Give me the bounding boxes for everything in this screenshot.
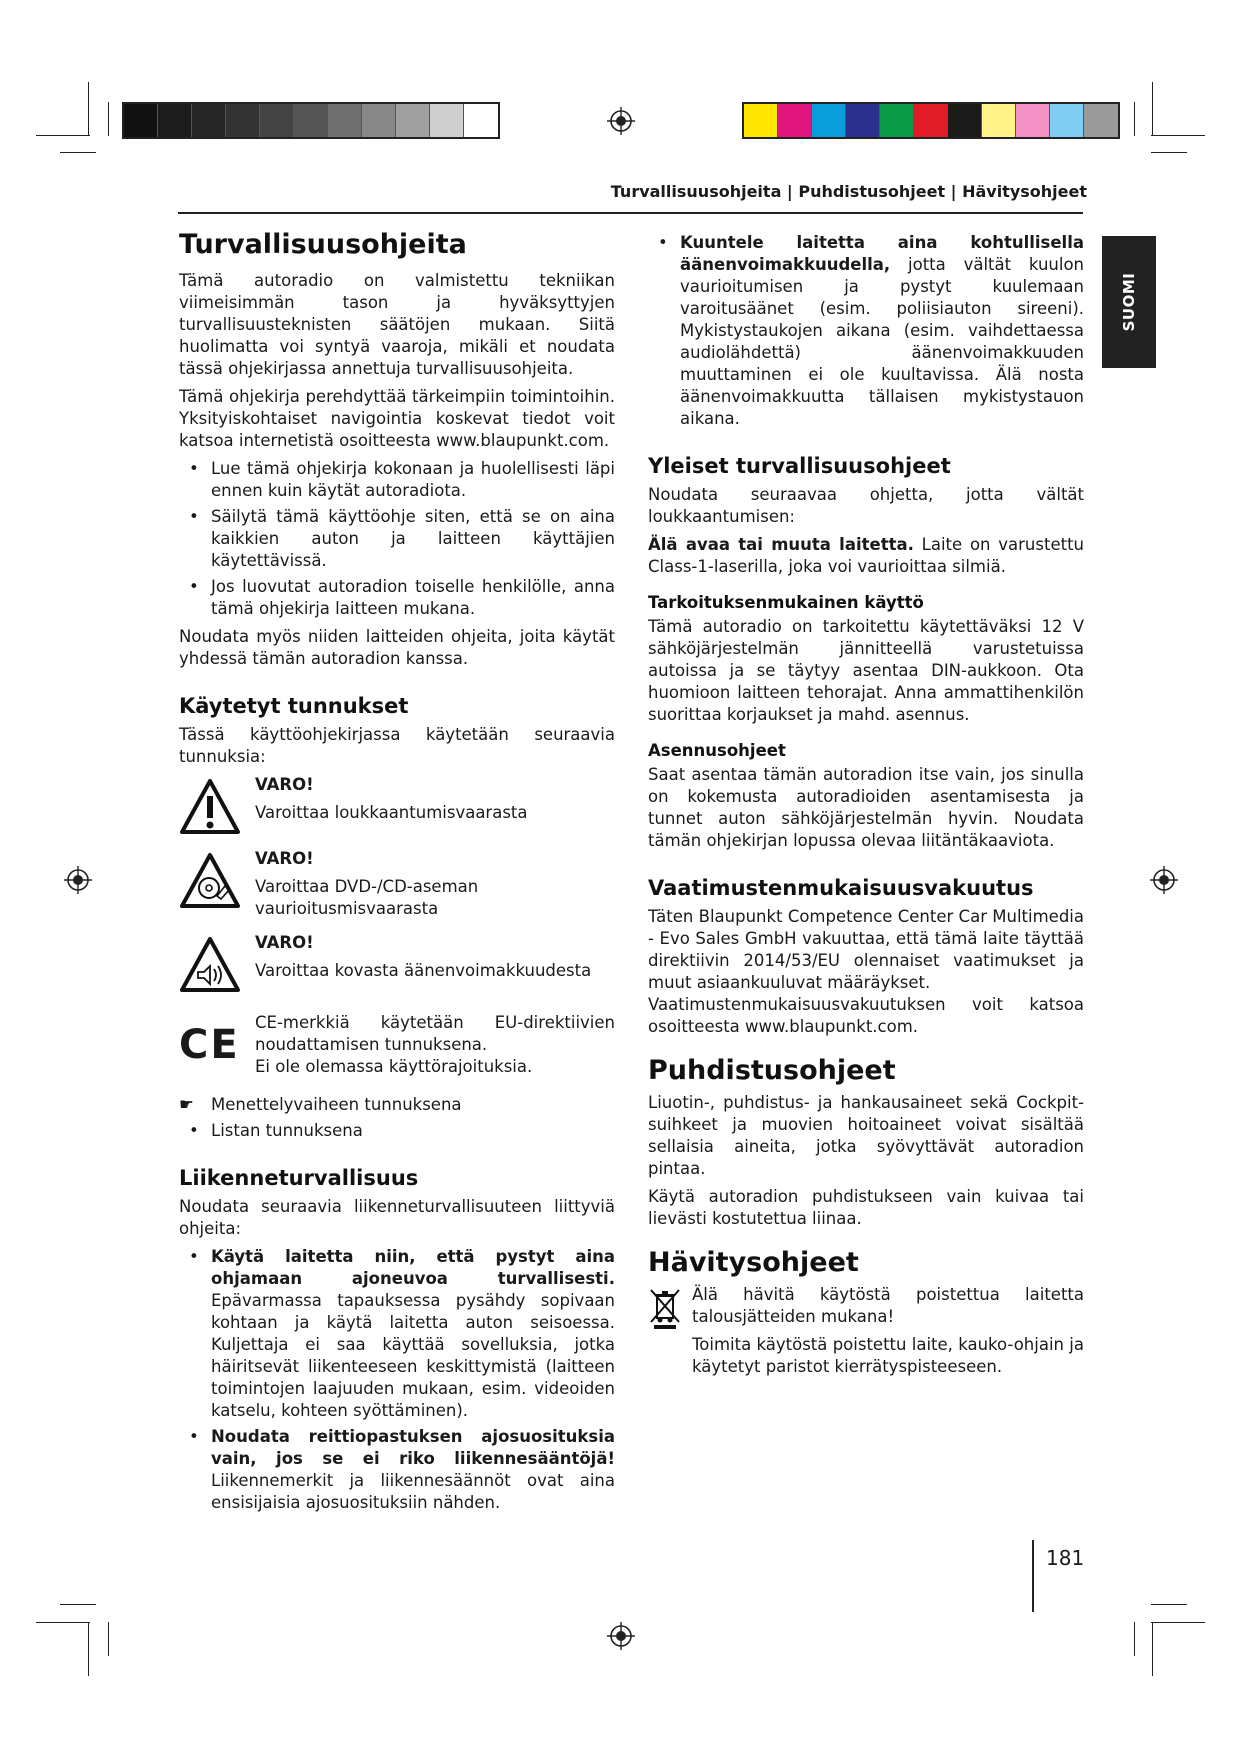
paragraph: Älä hävitä käytöstä poistettua laitetta talousjätteiden mukana! (692, 1285, 1084, 1326)
list-item-text: Epävarmassa tapauksessa pysähdy sopivaan kohtaan ja käytä laitetta auton seisoessa. Kuljettaja ei saa käyttää sovelluksia, jotka häiritsevät liikenteeseen keskittymistä (laitteen toimintojen laajuuden mukaan, esim. videoiden katselu, kohteen syöttäminen). (211, 1291, 615, 1420)
symbol-title: VARO! (255, 933, 314, 952)
color-swatch (226, 104, 260, 137)
subsection-title-purpose: Tarkoituksenmukainen käyttö (648, 593, 924, 612)
symbol-description: Varoittaa kovasta äänenvoimakkuudesta (255, 961, 592, 980)
paragraph: Noudata myös niiden laitteiden ohjeita, joita käytät yhdessä tämän autoradion kanssa. (179, 627, 615, 668)
list-item-text: Liikennemerkit ja liikennesäännöt ovat aina ensisijaisia ajosuosituksiin nähden. (211, 1471, 615, 1512)
symbol-row (179, 774, 615, 836)
warning-bold: Älä avaa tai muuta laitetta. (648, 535, 914, 554)
crop-mark (1134, 102, 1135, 136)
list-item-bold: Kuuntele laitetta aina kohtullisella äänenvoimakkuudella, (680, 233, 1084, 274)
crossed-bin-icon (648, 1286, 682, 1330)
registration-mark-icon (607, 107, 635, 135)
color-swatch (464, 104, 498, 137)
color-swatch (260, 104, 294, 137)
ce-restriction: Ei ole olemassa käyttörajoituksia. (255, 1057, 533, 1076)
section-title-cleaning: Puhdistusohjeet (648, 1055, 896, 1086)
step-marker-text: Menettelyvaiheen tunnuksena (211, 1095, 462, 1114)
bullet-list (648, 232, 1084, 430)
bullet-list (179, 1246, 615, 1514)
section-title-general: Yleiset turvallisuusohjeet (648, 454, 951, 478)
crop-mark (88, 1622, 89, 1676)
process-color-bar (742, 102, 1120, 139)
list-item-bold: Noudata reittiopastuksen ajosuosituksia vain, jos se ei riko liikennesääntöjä! (211, 1427, 615, 1468)
list-marker-text: Listan tunnuksena (211, 1121, 363, 1140)
list-item-text: Lue tämä ohjekirja kokonaan ja huolellisesti läpi ennen kuin käytät autoradiota. (211, 459, 615, 500)
paragraph: Saat asentaa tämän autoradion itse vain, jos sinulla on kokemusta autoradioiden asentamisesta ja tunnet auton sähköjärjestelmän hyvin. Noudata tämän ohjekirjan lopussa olevaa liitäntäkaaviota. (648, 765, 1084, 850)
left-column (179, 228, 615, 1520)
crop-mark (60, 1604, 96, 1605)
list-item (179, 1426, 615, 1514)
color-swatch (294, 104, 328, 137)
color-swatch (1050, 104, 1084, 137)
bullet-icon: • (189, 1247, 199, 1266)
symbol-row (179, 848, 615, 920)
ce-mark-icon: CE (179, 1022, 240, 1068)
crop-mark (1151, 1622, 1205, 1623)
list-marker-row (179, 1120, 615, 1142)
list-item-text: Säilytä tämä käyttöohje siten, että se on aina kaikkien auton ja laitteen käyttäjien käytettävissä. (211, 507, 615, 570)
symbol-row (179, 932, 615, 994)
color-swatch (1016, 104, 1050, 137)
step-marker-row (179, 1094, 615, 1116)
paragraph: Tämä ohjekirja perehdyttää tärkeimpiin toimintoihin. Yksityiskohtaiset navigointia koskevat tiedot voit katsoa internetistä osoitteesta www.blaupunkt.com. (179, 387, 615, 450)
paragraph: Toimita käytöstä poistettu laite, kauko-ohjain ja käytetyt paristot kierrätyspisteeseen. (692, 1335, 1084, 1376)
crop-mark (1152, 82, 1153, 136)
registration-mark-icon (607, 1622, 635, 1650)
crop-mark (108, 102, 109, 136)
bullet-icon: • (189, 1427, 199, 1446)
warning-disc-icon (179, 852, 241, 910)
list-item (179, 576, 615, 620)
symbol-description: Varoittaa loukkaantumisvaarasta (255, 803, 528, 822)
paragraph (648, 534, 1084, 578)
registration-mark-icon (64, 866, 92, 894)
crop-mark (36, 135, 90, 136)
list-item (648, 232, 1084, 430)
bullet-icon: • (658, 233, 668, 252)
crop-mark (1134, 1622, 1135, 1656)
color-swatch (948, 104, 982, 137)
paragraph: Käytä autoradion puhdistukseen vain kuivaa tai lievästi kostutettua liinaa. (648, 1187, 1084, 1228)
right-column (648, 232, 1084, 1384)
page-number: 181 (1046, 1546, 1085, 1570)
warning-volume-icon (179, 936, 241, 994)
section-title-traffic: Liikenneturvallisuus (179, 1166, 419, 1190)
paragraph: Tämä autoradio on tarkoitettu käytettäväksi 12 V sähköjärjestelmän jännitteellä varustetuissa autoissa ja se täytyy asentaa DIN-aukkoon. Ota huomioon laitteen tehorajat. Anna ammattihenkilön suorittaa korjaukset ja mahd. asennus. (648, 617, 1084, 724)
ce-row (179, 1012, 615, 1078)
bullet-icon: • (189, 507, 199, 526)
warning-exclamation-icon (179, 778, 241, 836)
crop-mark (1152, 1622, 1153, 1676)
paragraph: Liuotin-, puhdistus- ja hankausaineet sekä Cockpit-suihkeet ja muovien hoitoaineet voivat sisältää sellaisia aineita, jotka syövyttävät autoradion pintaa. (648, 1093, 1084, 1178)
section-title-disposal: Hävitysohjeet (648, 1247, 859, 1278)
color-swatch (778, 104, 812, 137)
list-item (179, 1246, 615, 1422)
language-tab (1102, 236, 1156, 368)
list-item-text: jotta vältät kuulon vaurioitumisen ja pystyt kuulemaan varoitusäänet (esim. poliisiauton sireeni). Mykistystaukojen aikana (esim. vaihdettaessa audiolähdettä) äänenvoimakkuuden muuttaminen ei ole kuultavissa. Älä nosta äänenvoimakkuutta tällaisen mykistystauon aikana. (680, 255, 1084, 428)
paragraph: Noudata seuraavaa ohjetta, jotta vältät loukkaantumisen: (648, 485, 1084, 526)
page-number-rule (1032, 1540, 1034, 1612)
warning-text: Laite on varustettu Class-1-laserilla, joka voi vaurioittaa silmiä. (648, 535, 1084, 576)
color-swatch (396, 104, 430, 137)
color-swatch (1084, 104, 1118, 137)
color-swatch (124, 104, 158, 137)
paragraph: Tämä autoradio on valmistettu tekniikan viimeisimmän tason ja hyväksyttyjen turvallisuusteknisten säätöjen mukaan. Siitä huolimatta voi syntyä vaaroja, mikäli et noudata tässä ohjekirjassa annettuja turvallisuusohjeita. (179, 271, 615, 378)
bullet-icon: • (189, 459, 199, 478)
color-swatch (158, 104, 192, 137)
paragraph: Tässä käyttöohjekirjassa käytetään seuraavia tunnuksia: (179, 725, 615, 766)
symbol-title: VARO! (255, 775, 314, 794)
section-title-safety: Turvallisuusohjeita (179, 229, 467, 260)
list-item-text: Jos luovutat autoradion toiselle henkilölle, anna tämä ohjekirja laitteen mukana. (211, 577, 615, 618)
header-rule (178, 212, 1083, 214)
list-item (179, 506, 615, 572)
symbol-title: VARO! (255, 849, 314, 868)
color-swatch (812, 104, 846, 137)
color-swatch (982, 104, 1016, 137)
disposal-block (648, 1284, 1084, 1378)
paragraph: Täten Blaupunkt Competence Center Car Multimedia - Evo Sales GmbH vakuuttaa, että tämä laite täyttää direktiivin 2014/53/EU olennaiset vaatimukset ja muut asiaankuuluvat määräykset. (648, 907, 1084, 992)
crop-mark (88, 82, 89, 136)
color-swatch (880, 104, 914, 137)
crop-mark (1151, 152, 1187, 153)
color-swatch (328, 104, 362, 137)
language-tab-label: SUOMI (1120, 272, 1138, 332)
subsection-title-install: Asennusohjeet (648, 741, 786, 760)
bullet-list (179, 458, 615, 620)
grayscale-color-bar (122, 102, 500, 139)
bullet-icon: • (189, 1121, 199, 1140)
color-swatch (846, 104, 880, 137)
paragraph: Vaatimustenmukaisuusvakuutuksen voit katsoa osoitteesta www.blaupunkt.com. (648, 995, 1084, 1036)
crop-mark (60, 152, 96, 153)
paragraph: Noudata seuraavia liikenneturvallisuuteen liittyviä ohjeita: (179, 1197, 615, 1238)
running-header: Turvallisuusohjeita | Puhdistusohjeet | Hävitysohjeet (610, 182, 1087, 201)
bullet-icon: • (189, 577, 199, 596)
color-swatch (914, 104, 948, 137)
color-swatch (192, 104, 226, 137)
section-title-conformity: Vaatimustenmukaisuusvakuutus (648, 876, 1034, 900)
registration-mark-icon (1150, 866, 1178, 894)
color-swatch (362, 104, 396, 137)
section-title-symbols: Käytetyt tunnukset (179, 694, 409, 718)
crop-mark (108, 1622, 109, 1656)
crop-mark (1151, 135, 1205, 136)
crop-mark (36, 1622, 90, 1623)
list-item-bold: Käytä laitetta niin, että pystyt aina ohjamaan ajoneuvoa turvallisesti. (211, 1247, 615, 1288)
ce-description: CE-merkkiä käytetään EU-direktiivien noudattamisen tunnuksena. (255, 1013, 615, 1054)
color-swatch (430, 104, 464, 137)
color-swatch (744, 104, 778, 137)
symbol-description: Varoittaa DVD-/CD-aseman vaurioitusmisvaarasta (255, 877, 479, 918)
crop-mark (1151, 1604, 1187, 1605)
list-item (179, 458, 615, 502)
pointing-hand-icon: ☛ (179, 1095, 194, 1114)
